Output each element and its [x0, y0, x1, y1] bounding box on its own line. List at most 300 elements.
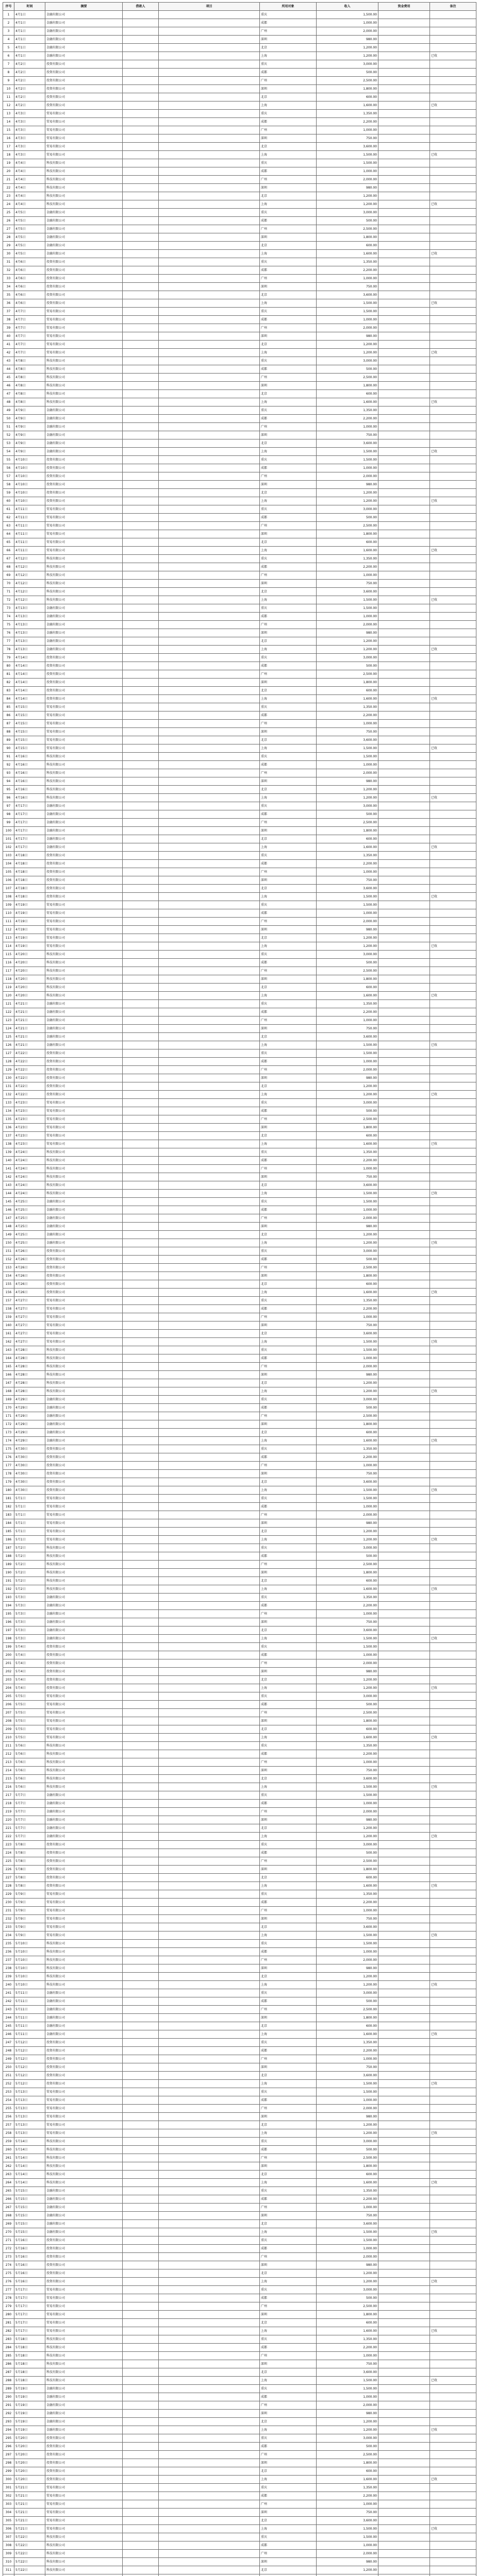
cell-seq: 120 [3, 992, 14, 1000]
cell-project [159, 1041, 260, 1049]
cell-seq: 269 [3, 2220, 14, 2228]
cell-borrower [123, 753, 159, 761]
cell-income: 3,600.00 [317, 439, 378, 448]
cell-target: 北京 [260, 1132, 317, 1140]
cell-seq: 21 [3, 176, 14, 184]
cell-fee [378, 1964, 430, 1973]
cell-remark [430, 679, 476, 687]
cell-summary: 金融有限公司 [45, 2385, 123, 2393]
cell-fee [378, 1470, 430, 1478]
cell-summary: 金融有限公司 [45, 1025, 123, 1033]
cell-income: 1,500.00 [317, 604, 378, 613]
cell-fee [378, 2072, 430, 2080]
cell-date: 5月7日 [14, 1824, 45, 1833]
cell-borrower [123, 1115, 159, 1124]
cell-seq: 16 [3, 134, 14, 143]
cell-fee [378, 1692, 430, 1701]
cell-fee [378, 390, 430, 398]
cell-project [159, 1272, 260, 1280]
table-row [3, 1330, 476, 1338]
cell-fee [378, 1074, 430, 1082]
cell-remark [430, 60, 476, 69]
cell-project [159, 1354, 260, 1363]
cell-date: 4月28日 [14, 1379, 45, 1387]
cell-target: 重庆 [260, 2088, 317, 2096]
table-row [3, 52, 476, 60]
cell-borrower [123, 1470, 159, 1478]
cell-date: 4月23日 [14, 1140, 45, 1148]
table-row [3, 192, 476, 200]
table-row [3, 365, 476, 374]
table-row [3, 893, 476, 901]
cell-borrower [123, 2352, 159, 2360]
cell-target: 深圳 [260, 1470, 317, 1478]
cell-remark [430, 118, 476, 126]
cell-borrower [123, 1016, 159, 1025]
cell-borrower [123, 736, 159, 744]
cell-seq: 10 [3, 85, 14, 93]
cell-income: 750.00 [317, 1025, 378, 1033]
table-row [3, 390, 476, 398]
cell-fee [378, 1544, 430, 1552]
cell-summary: 投资有限公司 [45, 2245, 123, 2253]
header-row [3, 3, 476, 11]
cell-target: 广州 [260, 1016, 317, 1025]
table-row [3, 1899, 476, 1907]
cell-income: 500.00 [317, 1107, 378, 1115]
cell-fee [378, 1173, 430, 1181]
cell-summary: 贸易有限公司 [45, 1899, 123, 1907]
cell-target: 成都 [260, 415, 317, 423]
cell-date: 5月20日 [14, 2443, 45, 2451]
cell-target: 重庆 [260, 2286, 317, 2294]
cell-project [159, 299, 260, 308]
cell-project [159, 1684, 260, 1692]
cell-remark [430, 860, 476, 868]
cell-target: 广州 [260, 918, 317, 926]
cell-summary: 金融有限公司 [45, 1412, 123, 1420]
table-row [3, 1791, 476, 1800]
cell-fee [378, 769, 430, 777]
cell-fee [378, 1429, 430, 1437]
table-row [3, 1684, 476, 1692]
cell-remark [430, 1247, 476, 1256]
cell-summary: 科技有限公司 [45, 2146, 123, 2154]
cell-borrower [123, 316, 159, 324]
cell-fee [378, 2228, 430, 2236]
cell-remark [430, 167, 476, 176]
cell-summary: 投资有限公司 [45, 1486, 123, 1495]
cell-income: 500.00 [317, 2443, 378, 2451]
cell-income: 1,500.00 [317, 1783, 378, 1791]
cell-fee [378, 967, 430, 975]
table-row [3, 374, 476, 382]
cell-date: 5月10日 [14, 1964, 45, 1973]
cell-date: 5月21日 [14, 2525, 45, 2533]
cell-project [159, 1569, 260, 1577]
table-row [3, 2368, 476, 2377]
cell-borrower [123, 464, 159, 472]
cell-remark [430, 588, 476, 596]
cell-date: 4月6日 [14, 275, 45, 283]
cell-target: 深圳 [260, 975, 317, 984]
cell-income: 750.00 [317, 2509, 378, 2517]
cell-income: 1,600.00 [317, 2327, 378, 2335]
cell-project [159, 2022, 260, 2030]
cell-borrower [123, 291, 159, 299]
cell-project [159, 1371, 260, 1379]
cell-summary: 科技有限公司 [45, 2335, 123, 2344]
cell-remark [430, 1115, 476, 1124]
cell-target: 广州 [260, 868, 317, 876]
cell-borrower [123, 1280, 159, 1289]
cell-project [159, 1008, 260, 1016]
cell-fee [378, 843, 430, 852]
cell-project [159, 357, 260, 365]
cell-income: 3,000.00 [317, 357, 378, 365]
cell-project [159, 1396, 260, 1404]
cell-summary: 贸易有限公司 [45, 926, 123, 934]
cell-income: 3,000.00 [317, 2434, 378, 2443]
cell-borrower [123, 2368, 159, 2377]
cell-date: 4月7日 [14, 341, 45, 349]
cell-target: 广州 [260, 621, 317, 629]
cell-borrower [123, 2476, 159, 2484]
cell-seq: 85 [3, 703, 14, 711]
cell-income: 1,200.00 [317, 2426, 378, 2434]
cell-date: 5月13日 [14, 2088, 45, 2096]
cell-seq: 29 [3, 242, 14, 250]
cell-seq: 153 [3, 1264, 14, 1272]
cell-borrower [123, 2426, 159, 2434]
cell-date: 4月25日 [14, 1239, 45, 1247]
cell-remark [430, 777, 476, 786]
cell-target: 深圳 [260, 1420, 317, 1429]
cell-seq: 180 [3, 1486, 14, 1495]
cell-borrower [123, 1387, 159, 1396]
cell-summary: 投资有限公司 [45, 1882, 123, 1890]
table-row [3, 357, 476, 365]
table-row [3, 184, 476, 192]
cell-summary: 投资有限公司 [45, 2055, 123, 2063]
cell-summary: 投资有限公司 [45, 1091, 123, 1099]
cell-seq: 265 [3, 2187, 14, 2195]
cell-date: 4月12日 [14, 563, 45, 571]
cell-summary: 科技有限公司 [45, 2179, 123, 2187]
cell-target: 广州 [260, 77, 317, 85]
cell-seq: 250 [3, 2063, 14, 2072]
table-row [3, 1470, 476, 1478]
cell-fee [378, 250, 430, 258]
cell-date: 4月21日 [14, 1016, 45, 1025]
cell-seq: 288 [3, 2377, 14, 2385]
cell-project [159, 1841, 260, 1849]
table-row [3, 431, 476, 439]
cell-project [159, 1857, 260, 1866]
cell-remark [430, 184, 476, 192]
cell-remark [430, 1643, 476, 1651]
cell-fee [378, 2327, 430, 2335]
cell-project [159, 1668, 260, 1676]
cell-project [159, 2426, 260, 2434]
cell-remark [430, 1503, 476, 1511]
cell-date: 5月8日 [14, 1841, 45, 1849]
cell-remark [430, 11, 476, 19]
cell-income: 1,500.00 [317, 1643, 378, 1651]
cell-borrower [123, 1544, 159, 1552]
cell-date: 5月16日 [14, 2236, 45, 2245]
cell-fee [378, 1585, 430, 1594]
cell-income: 600.00 [317, 93, 378, 101]
cell-borrower [123, 2006, 159, 2014]
cell-income: 500.00 [317, 1997, 378, 2006]
cell-income: 2,200.00 [317, 1453, 378, 1462]
table-row [3, 1132, 476, 1140]
table-row [3, 1709, 476, 1717]
cell-remark [430, 2443, 476, 2451]
cell-project [159, 101, 260, 110]
cell-seq: 256 [3, 2113, 14, 2121]
table-row [3, 1890, 476, 1899]
cell-income: 3,000.00 [317, 1841, 378, 1849]
table-row [3, 1725, 476, 1734]
cell-income: 1,600.00 [317, 398, 378, 406]
table-row [3, 1214, 476, 1223]
cell-target: 成都 [260, 1206, 317, 1214]
cell-income: 3,600.00 [317, 2517, 378, 2525]
cell-date: 4月20日 [14, 959, 45, 967]
cell-seq: 160 [3, 1321, 14, 1330]
cell-project [159, 810, 260, 819]
cell-summary: 科技有限公司 [45, 794, 123, 802]
cell-borrower [123, 1495, 159, 1503]
cell-target: 上海 [260, 1239, 317, 1247]
cell-fee [378, 2302, 430, 2311]
cell-remark [430, 2533, 476, 2541]
cell-fee [378, 951, 430, 959]
cell-summary: 科技有限公司 [45, 1552, 123, 1561]
cell-fee [378, 1453, 430, 1462]
cell-fee [378, 1280, 430, 1289]
cell-date: 4月15日 [14, 728, 45, 736]
cell-borrower [123, 563, 159, 571]
cell-summary: 金融有限公司 [45, 613, 123, 621]
cell-date: 4月1日 [14, 52, 45, 60]
cell-borrower [123, 349, 159, 357]
cell-seq: 108 [3, 893, 14, 901]
cell-remark [430, 1561, 476, 1569]
col-header-date: 时间 [14, 3, 45, 11]
cell-fee [378, 810, 430, 819]
cell-project [159, 2047, 260, 2055]
cell-project [159, 843, 260, 852]
cell-income: 1,200.00 [317, 1082, 378, 1091]
cell-borrower [123, 2055, 159, 2063]
cell-project [159, 1594, 260, 1602]
cell-fee [378, 547, 430, 555]
cell-date: 5月15日 [14, 2212, 45, 2220]
cell-remark: 已收 [430, 843, 476, 852]
cell-target: 上海 [260, 992, 317, 1000]
cell-seq: 229 [3, 1890, 14, 1899]
cell-seq: 202 [3, 1668, 14, 1676]
cell-income: 3,600.00 [317, 143, 378, 151]
cell-date: 5月14日 [14, 2162, 45, 2171]
cell-target: 广州 [260, 769, 317, 777]
cell-date: 4月26日 [14, 1256, 45, 1264]
cell-summary: 科技有限公司 [45, 1783, 123, 1791]
cell-target: 成都 [260, 118, 317, 126]
cell-income: 500.00 [317, 1701, 378, 1709]
cell-target: 北京 [260, 786, 317, 794]
cell-income: 500.00 [317, 1404, 378, 1412]
cell-project [159, 2385, 260, 2393]
cell-remark: 已收 [430, 1338, 476, 1346]
cell-project [159, 1767, 260, 1775]
cell-income: 1,350.00 [317, 1594, 378, 1602]
cell-date: 4月1日 [14, 11, 45, 19]
cell-date: 5月4日 [14, 1651, 45, 1659]
cell-fee [378, 1041, 430, 1049]
cell-income: 500.00 [317, 1849, 378, 1857]
cell-remark [430, 1016, 476, 1025]
cell-date: 4月6日 [14, 291, 45, 299]
cell-project [159, 2368, 260, 2377]
cell-seq: 300 [3, 2476, 14, 2484]
cell-summary: 金融有限公司 [45, 1198, 123, 1206]
cell-remark [430, 1651, 476, 1659]
cell-borrower [123, 242, 159, 250]
table-row [3, 93, 476, 101]
cell-income: 1,800.00 [317, 1866, 378, 1874]
cell-project [159, 1198, 260, 1206]
cell-target: 上海 [260, 646, 317, 654]
cell-date: 5月11日 [14, 2014, 45, 2022]
cell-target: 成都 [260, 19, 317, 27]
table-row [3, 85, 476, 93]
cell-borrower [123, 439, 159, 448]
table-row [3, 1841, 476, 1849]
cell-income: 750.00 [317, 876, 378, 885]
cell-target: 深圳 [260, 876, 317, 885]
cell-date: 5月13日 [14, 2129, 45, 2138]
table-row [3, 1140, 476, 1148]
cell-borrower [123, 374, 159, 382]
cell-borrower [123, 1478, 159, 1486]
cell-date: 5月2日 [14, 1569, 45, 1577]
cell-seq: 26 [3, 217, 14, 225]
cell-seq: 204 [3, 1684, 14, 1692]
cell-seq: 37 [3, 308, 14, 316]
table-row [3, 1338, 476, 1346]
cell-seq: 131 [3, 1082, 14, 1091]
cell-summary: 投资有限公司 [45, 2047, 123, 2055]
cell-seq: 301 [3, 2484, 14, 2492]
cell-date: 4月21日 [14, 1041, 45, 1049]
cell-borrower [123, 1132, 159, 1140]
cell-seq: 46 [3, 382, 14, 390]
cell-project [159, 2541, 260, 2550]
cell-project [159, 60, 260, 69]
cell-fee [378, 275, 430, 283]
cell-income: 1,500.00 [317, 744, 378, 753]
cell-summary: 投资有限公司 [45, 1841, 123, 1849]
cell-remark: 已收 [430, 1882, 476, 1890]
cell-summary: 投资有限公司 [45, 472, 123, 481]
cell-income: 500.00 [317, 365, 378, 374]
cell-seq: 58 [3, 481, 14, 489]
cell-fee [378, 1140, 430, 1148]
cell-summary: 投资有限公司 [45, 2434, 123, 2443]
cell-borrower [123, 2195, 159, 2204]
cell-target: 北京 [260, 1033, 317, 1041]
cell-fee [378, 1981, 430, 1989]
cell-date: 5月18日 [14, 2352, 45, 2360]
cell-date: 4月18日 [14, 860, 45, 868]
cell-remark [430, 786, 476, 794]
cell-date: 4月16日 [14, 786, 45, 794]
cell-target: 北京 [260, 1280, 317, 1289]
cell-seq: 255 [3, 2105, 14, 2113]
cell-seq: 244 [3, 2014, 14, 2022]
cell-borrower [123, 472, 159, 481]
cell-fee [378, 1684, 430, 1692]
table-row [3, 2418, 476, 2426]
cell-target: 上海 [260, 1486, 317, 1495]
cell-summary: 投资有限公司 [45, 1676, 123, 1684]
cell-fee [378, 2063, 430, 2072]
cell-summary: 科技有限公司 [45, 1371, 123, 1379]
cell-project [159, 1866, 260, 1874]
cell-target: 深圳 [260, 1569, 317, 1577]
cell-income: 2,200.00 [317, 266, 378, 275]
cell-summary: 金融有限公司 [45, 1824, 123, 1833]
table-row [3, 1800, 476, 1808]
cell-project [159, 2113, 260, 2121]
cell-remark [430, 1849, 476, 1857]
cell-project [159, 27, 260, 36]
cell-seq: 219 [3, 1808, 14, 1816]
table-row [3, 101, 476, 110]
table-row [3, 1305, 476, 1313]
table-row [3, 1033, 476, 1041]
cell-income: 1,500.00 [317, 1635, 378, 1643]
cell-summary: 科技有限公司 [45, 992, 123, 1000]
cell-borrower [123, 967, 159, 975]
cell-target: 深圳 [260, 629, 317, 637]
cell-fee [378, 489, 430, 497]
cell-project [159, 398, 260, 406]
cell-summary: 贸易有限公司 [45, 2500, 123, 2509]
cell-target: 重庆 [260, 1396, 317, 1404]
cell-fee [378, 209, 430, 217]
cell-fee [378, 126, 430, 134]
cell-date: 5月14日 [14, 2179, 45, 2187]
cell-remark [430, 1099, 476, 1107]
cell-target: 深圳 [260, 2261, 317, 2269]
cell-project [159, 1049, 260, 1058]
cell-income: 1,500.00 [317, 2080, 378, 2088]
cell-target: 深圳 [260, 1519, 317, 1528]
cell-seq: 143 [3, 1181, 14, 1190]
cell-remark [430, 2550, 476, 2558]
cell-summary: 科技有限公司 [45, 1750, 123, 1758]
cell-fee [378, 299, 430, 308]
cell-seq: 86 [3, 711, 14, 720]
cell-seq: 89 [3, 736, 14, 744]
cell-fee [378, 2121, 430, 2129]
cell-target: 重庆 [260, 1692, 317, 1701]
